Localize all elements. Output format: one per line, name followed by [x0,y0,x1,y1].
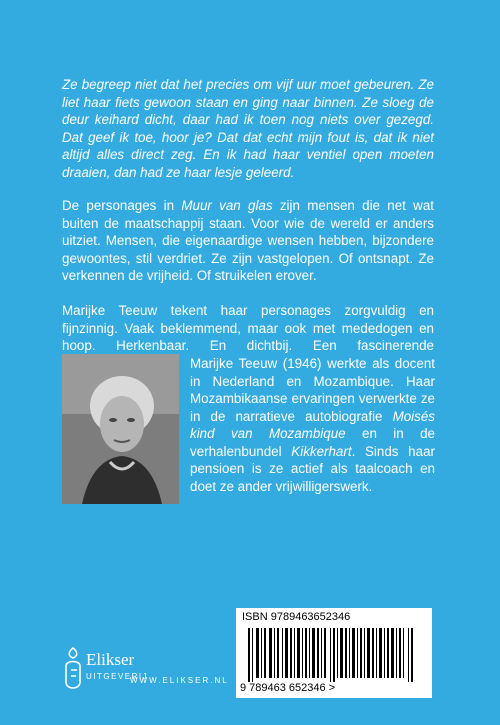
author-bio [190,355,435,495]
bio-text: en in de verhalenbundel [190,426,435,459]
author-photo [62,354,179,504]
publisher-name: Elikser [86,650,135,669]
isbn-barcode-block [236,608,432,698]
barcode-digits: 9 789463 652346 > [240,682,336,694]
back-cover-quote: Ze begreep niet dat het precies om vijf uur moet gebeuren. Ze liet haar fiets gewoon staan en ging naar binnen. Ze sloeg de deur keihard dicht, daar had ik toen nog niets over gezegd. Dat geef ik toe, hoor je? Dat dat echt mijn fout is, dat ik niet altijd alles direct zeg. En ik had haar ventiel open moeten draaien, dan had ze haar lesje geleerd. [62,77,434,180]
bio-text: . Sinds haar pensioen is ze actief als taalcoach en doet ze ander vrijwilligerswerk. [190,443,435,494]
description-text: De personages in [62,198,182,213]
book-title: Muur van glas [181,198,273,213]
bio-book-title: Kikkerhart [291,443,352,459]
bio-text: Marijke Teeuw (1946) werkte als docent in Nederland en Mozambique. Haar Mozambikaanse ervaringen verwerkte ze in de narratieve autobiografie [190,356,435,424]
description-text: zijn mensen die net wat buiten de maatschappij staan. Voor wie de wereld er anders uitziet. Mensen, die eigenaardige wensen hebben, bijzondere gewoontes, stil verdriet. Ze zijn vastgelopen. Of ontsnapt. Ze verkennen de vrijheid. Of struikelen erover. [62,198,435,283]
publisher-subtitle: UITGEVERIJ [86,672,149,681]
barcode-icon [248,628,420,682]
description-paragraph-2: Marijke Teeuw tekent haar personages zorgvuldig en fijnzinnig. Vaak beklemmend, maar ook met mededogen en hoop. Herkenbaar. En dichtbij. Een fascinerende [62,303,434,353]
publisher-website: WWW.ELIKSER.NL [130,676,229,685]
description-paragraph-1 [62,197,434,285]
publisher-emblem-icon [62,646,84,692]
isbn-label: ISBN 9789463652346 [242,611,351,623]
bio-book-title: Moisés kind van Mozambique [190,408,435,441]
